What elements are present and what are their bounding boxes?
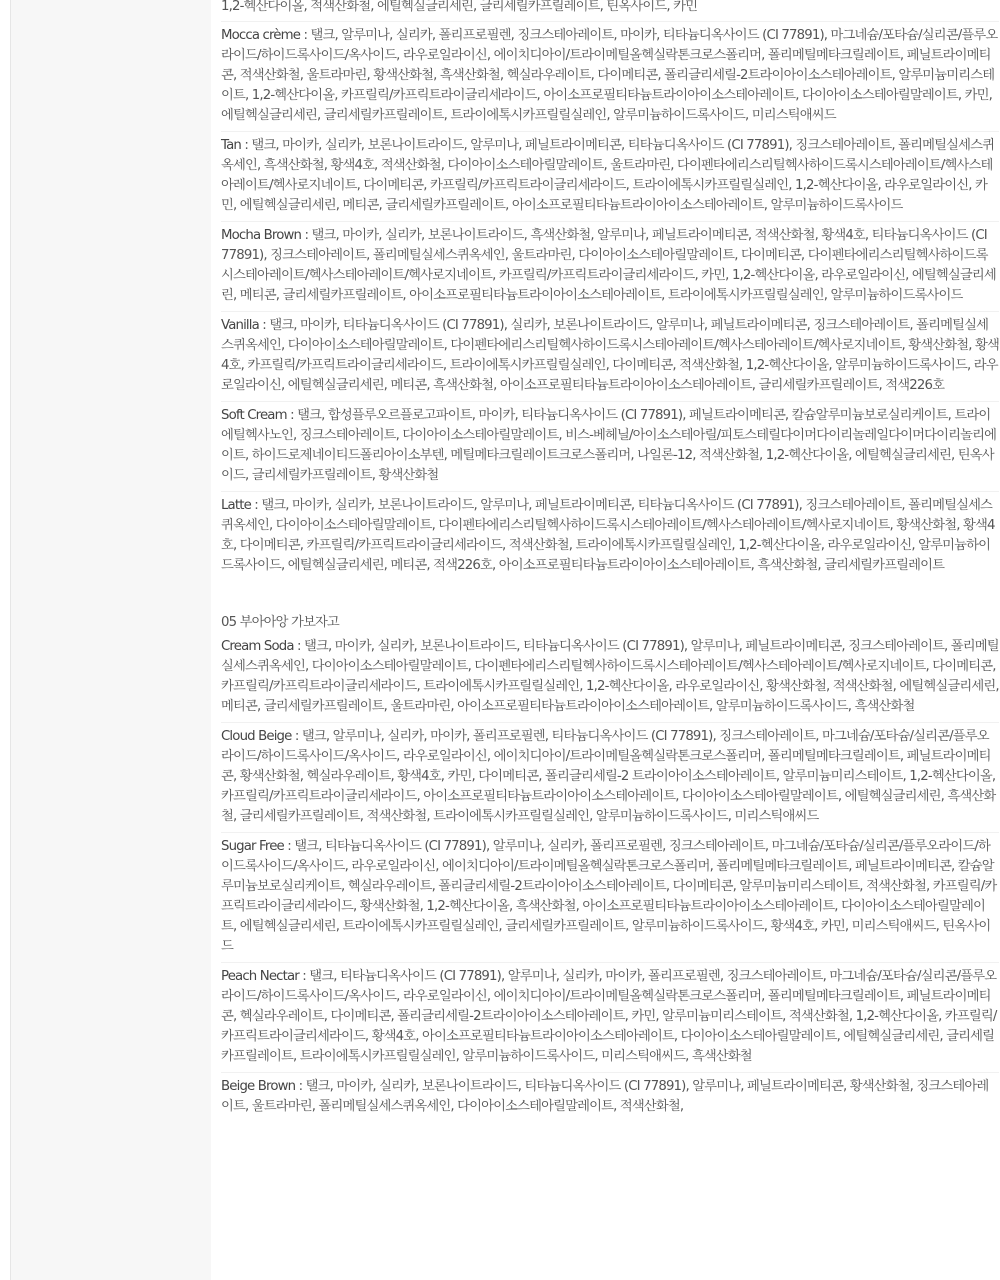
shade-item: Tan : 탤크, 마이카, 실리카, 보론나이트라이드, 알루미나, 페닐트라이메티콘, 티타늄디옥사이드 (CI 77891), 징크스테아레이트, 폴리메틸실세스퀴옥세인, 흑색산화철, 황색4호, 적색산화철, 다이아이소스테아릴말레이트, 울트라마린, 다이펜타에리스리틸헥사하이드록시스테아레이트/헥사스테아레이트/헥사로지네이트, 다이메티콘, 카프릴릭/카프릭트라이글리세라이드, 트라이에톡시카프릴릴실레인, 1,2-헥산다이올, 라우로일라이신, 카민, 에틸헥실글리세린, 메티콘, 글리세릴카프릴레이트, 아이소프로필티타늄트라이아이소스테아레이트, 알루미늄하이드록사이드 <box>221 136 999 222</box>
shade-ingredients: 탤크, 마이카, 실리카, 보론나이트라이드, 알루미나, 페닐트라이메티콘, 티타늄디옥사이드 (CI 77891), 징크스테아레이트, 폴리메틸실세스퀴옥세인, 다이아이소스테아릴말레이트, 다이펜타에리스리틸헥사하이드록시스테아레이트/헥사스테아레이트/헥사로지네이트, 황색산화철, 황색4호, 다이메티콘, 카프릴릭/카프릭트라이글리세라이드, 적색산화철, 트라이에톡시카프릴릴실레인, 1,2-헥산다이올, 라우로일라이신, 알루미늄하이드록사이드, 에틸헥실글리세린, 메티콘, 적색226호, 아이소프로필티타늄트라이아이소스테아레이트, 흑색산화철, 글리세릴카프릴레이트 <box>221 498 995 573</box>
shade-item: Vanilla : 탤크, 마이카, 티타늄디옥사이드 (CI 77891), 실리카, 보론나이트라이드, 알루미나, 페닐트라이메티콘, 징크스테아레이트, 폴리메틸실세스퀴옥세인, 다이아이소스테아릴말레이트, 다이펜타에리스리틸헥사하이드록시스테아레이트/헥사스테아레이트/헥사로지네이트, 황색산화철, 황색4호, 카프릴릭/카프릭트라이글리세라이드, 트라이에톡시카프릴릴실레인, 다이메티콘, 적색산화철, 1,2-헥산다이올, 알루미늄하이드록사이드, 라우로일라이신, 에틸헥실글리세린, 메티콘, 흑색산화철, 아이소프로필티타늄트라이아이소스테아레이트, 글리세릴카프릴레이트, 적색226호 <box>221 316 999 402</box>
shade-name: Cloud Beige <box>221 729 292 744</box>
shade-item: Sugar Free : 탤크, 티타늄디옥사이드 (CI 77891), 알루미나, 실리카, 폴리프로필렌, 징크스테아레이트, 마그네슘/포타슘/실리콘/플루오라이드/하이드록사이드/옥사이드, 라우로일라이신, 에이치디아이/트라이메틸올헥실락톤크로스폴리머, 폴리메틸메타크릴레이트, 페닐트라이메티콘, 칼슘알루미늄보로실리케이트, 헥실라우레이트, 폴리글리세릴-2트라이아이소스테아레이트, 다이메티콘, 알루미늄미리스테이트, 적색산화철, 카프릴릭/카프릭트라이글리세라이드, 황색산화철, 1,2-헥산다이올, 흑색산화철, 아이소프로필티타늄트라이아이소스테아레이트, 다이아이소스테아릴말레이트, 에틸헥실글리세린, 트라이에톡시카프릴릴실레인, 글리세릴카프릴레이트, 알루미늄하이드록사이드, 황색4호, 카민, 미리스틱애씨드, 틴옥사이드 <box>221 837 999 963</box>
page-frame <box>10 0 999 1280</box>
shade-item: Peach Nectar : 탤크, 티타늄디옥사이드 (CI 77891), 알루미나, 실리카, 마이카, 폴리프로필렌, 징크스테아레이트, 마그네슘/포타슘/실리콘/플루오라이드/하이드록사이드/옥사이드, 라우로일라이신, 에이치디아이/트라이메틸올헥실락톤크로스폴리머, 폴리메틸메타크릴레이트, 페닐트라이메티콘, 헥실라우레이트, 다이메티콘, 폴리글리세릴-2트라이아이소스테아레이트, 카민, 알루미늄미리스테이트, 적색산화철, 1,2-헥산다이올, 카프릴릭/카프릭트라이글리세라이드, 황색4호, 아이소프로필티타늄트라이아이소스테아레이트, 다이아이소스테아릴말레이트, 에틸헥실글리세린, 글리세릴카프릴레이트, 트라이에톡시카프릴릴실레인, 알루미늄하이드록사이드, 미리스틱애씨드, 흑색산화철 <box>221 967 999 1073</box>
shade-ingredients: 탤크, 알루미나, 실리카, 폴리프로필렌, 징크스테아레이트, 마이카, 티타늄디옥사이드 (CI 77891), 마그네슘/포타슘/실리콘/플루오라이드/하이드록사이드/옥사이드, 라우로일라이신, 에이치디아이/트라이메틸올헥실락톤크로스폴리머, 폴리메틸메타크릴레이트, 페닐트라이메티콘, 적색산화철, 울트라마린, 황색산화철, 흑색산화철, 헥실라우레이트, 다이메티콘, 폴리글리세릴-2트라이아이소스테아레이트, 알루미늄미리스테이트, 1,2-헥산다이올, 카프릴릭/카프릭트라이글리세라이드, 아이소프로필티타늄트라이아이소스테아레이트, 다이아이소스테아릴말레이트, 카민, 에틸헥실글리세린, 글리세릴카프릴레이트, 트라이에톡시카프릴릴실레인, 알루미늄하이드록사이드, 미리스틱애씨드 <box>221 28 998 123</box>
lead-ingredients: 1,2-헥산다이올, 적색산화철, 에틸헥실글리세린, 글리세릴카프릴레이트, 틴옥사이드, 카민 <box>221 0 999 22</box>
shade-name: Mocca crème <box>221 28 301 43</box>
shade-item: Soft Cream : 탤크, 합성플루오르플로고파이트, 마이카, 티타늄디옥사이드 (CI 77891), 페닐트라이메티콘, 칼슘알루미늄보로실리케이트, 트라이에틸헥사노인, 징크스테아레이트, 다이아이소스테아릴말레이트, 비스-베헤닐/아이소스테아릴/피토스테릴다이머다이리놀레일다이머다이리놀리에이트, 하이드로제네이티드폴리아이소부텐, 메틸메타크릴레이트크로스폴리머, 나일론-12, 적색산화철, 1,2-헥산다이올, 에틸헥실글리세린, 틴옥사이드, 글리세릴카프릴레이트, 황색산화철 <box>221 406 999 492</box>
shade-ingredients: 탤크, 합성플루오르플로고파이트, 마이카, 티타늄디옥사이드 (CI 77891), 페닐트라이메티콘, 칼슘알루미늄보로실리케이트, 트라이에틸헥사노인, 징크스테아레이트, 다이아이소스테아릴말레이트, 비스-베헤닐/아이소스테아릴/피토스테릴다이머다이리놀레일다이머다이리놀리에이트, 하이드로제네이티드폴리아이소부텐, 메틸메타크릴레이트크로스폴리머, 나일론-12, 적색산화철, 1,2-헥산다이올, 에틸헥실글리세린, 틴옥사이드, 글리세릴카프릴레이트, 황색산화철 <box>221 408 997 483</box>
shade-list <box>221 26 999 581</box>
shade-item: Cloud Beige : 탤크, 알루미나, 실리카, 마이카, 폴리프로필렌, 티타늄디옥사이드 (CI 77891), 징크스테아레이트, 마그네슘/포타슘/실리콘/플루오라이드/하이드록사이드/옥사이드, 라우로일라이신, 에이치디아이/트라이메틸올헥실락톤크로스폴리머, 폴리메틸메타크릴레이트, 페닐트라이메티콘, 황색산화철, 헥실라우레이트, 황색4호, 카민, 다이메티콘, 폴리글리세릴-2 트라이아이소스테아레이트, 알루미늄미리스테이트, 1,2-헥산다이올, 카프릴릭/카프릭트라이글리세라이드, 아이소프로필티타늄트라이아이소스테아레이트, 다이아이소스테아릴말레이트, 에틸헥실글리세린, 흑색산화철, 글리세릴카프릴레이트, 적색산화철, 트라이에톡시카프릴릴실레인, 알루미늄하이드록사이드, 미리스틱애씨드 <box>221 727 999 833</box>
shade-name: Beige Brown <box>221 1079 296 1094</box>
ingredient-content <box>211 0 1000 1280</box>
shade-name: Vanilla <box>221 318 259 333</box>
shade-ingredients: 탤크, 마이카, 실리카, 보론나이트라이드, 흑색산화철, 알루미나, 페닐트라이메티콘, 적색산화철, 황색4호, 티타늄디옥사이드 (CI 77891), 징크스테아레이트, 폴리메틸실세스퀴옥세인, 울트라마린, 다이아이소스테아릴말레이트, 다이메티콘, 다이펜타에리스리틸헥사하이드록시스테아레이트/헥사스테아레이트/헥사로지네이트, 카프릴릭/카프릭트라이글리세라이드, 카민, 1,2-헥산다이올, 라우로일라이신, 에틸헥실글리세린, 메티콘, 글리세릴카프릴레이트, 아이소프로필티타늄트라이아이소스테아레이트, 트라이에톡시카프릴릴실레인, 알루미늄하이드록사이드 <box>221 228 996 303</box>
shade-name: Sugar Free <box>221 839 284 854</box>
shade-ingredients: 탤크, 티타늄디옥사이드 (CI 77891), 알루미나, 실리카, 마이카, 폴리프로필렌, 징크스테아레이트, 마그네슘/포타슘/실리콘/플루오라이드/하이드록사이드/옥사이드, 라우로일라이신, 에이치디아이/트라이메틸올헥실락톤크로스폴리머, 폴리메틸메타크릴레이트, 페닐트라이메티콘, 헥실라우레이트, 다이메티콘, 폴리글리세릴-2트라이아이소스테아레이트, 카민, 알루미늄미리스테이트, 적색산화철, 1,2-헥산다이올, 카프릴릭/카프릭트라이글리세라이드, 황색4호, 아이소프로필티타늄트라이아이소스테아레이트, 다이아이소스테아릴말레이트, 에틸헥실글리세린, 글리세릴카프릴레이트, 트라이에톡시카프릴릴실레인, 알루미늄하이드록사이드, 미리스틱애씨드, 흑색산화철 <box>221 969 997 1064</box>
shade-ingredients: 탤크, 마이카, 실리카, 보론나이트라이드, 티타늄디옥사이드 (CI 77891), 알루미나, 페닐트라이메티콘, 징크스테아레이트, 폴리메틸실세스퀴옥세인, 다이아이소스테아릴말레이트, 다이펜타에리스리틸헥사하이드록시스테아레이트/헥사스테아레이트/헥사로지네이트, 다이메티콘, 카프릴릭/카프릭트라이글리세라이드, 트라이에톡시카프릴릴실레인, 1,2-헥산다이올, 라우로일라이신, 황색산화철, 적색산화철, 에틸헥실글리세린, 메티콘, 글리세릴카프릴레이트, 울트라마린, 아이소프로필티타늄트라이아이소스테아레이트, 알루미늄하이드록사이드, 흑색산화철 <box>221 639 999 714</box>
shade-name: Soft Cream <box>221 408 287 423</box>
shade-list <box>221 637 999 1122</box>
shade-name: Peach Nectar <box>221 969 299 984</box>
shade-ingredients: 탤크, 알루미나, 실리카, 마이카, 폴리프로필렌, 티타늄디옥사이드 (CI 77891), 징크스테아레이트, 마그네슘/포타슘/실리콘/플루오라이드/하이드록사이드/옥사이드, 라우로일라이신, 에이치디아이/트라이메틸올헥실락톤크로스폴리머, 폴리메틸메타크릴레이트, 페닐트라이메티콘, 황색산화철, 헥실라우레이트, 황색4호, 카민, 다이메티콘, 폴리글리세릴-2 트라이아이소스테아레이트, 알루미늄미리스테이트, 1,2-헥산다이올, 카프릴릭/카프릭트라이글리세라이드, 아이소프로필티타늄트라이아이소스테아레이트, 다이아이소스테아릴말레이트, 에틸헥실글리세린, 흑색산화철, 글리세릴카프릴레이트, 적색산화철, 트라이에톡시카프릴릴실레인, 알루미늄하이드록사이드, 미리스틱애씨드 <box>221 729 996 824</box>
shade-item: Beige Brown : 탤크, 마이카, 실리카, 보론나이트라이드, 티타늄디옥사이드 (CI 77891), 알루미나, 페닐트라이메티콘, 황색산화철, 징크스테아레이트, 울트라마린, 폴리메틸실세스퀴옥세인, 다이아이소스테아릴말레이트, 적색산화철, <box>221 1079 989 1114</box>
ingredient-text <box>221 0 999 1126</box>
shade-name: Mocha Brown <box>221 228 302 243</box>
section-heading: 05 부아아앙 가보자고 <box>221 615 339 630</box>
shade-ingredients: 탤크, 티타늄디옥사이드 (CI 77891), 알루미나, 실리카, 폴리프로필렌, 징크스테아레이트, 마그네슘/포타슘/실리콘/플루오라이드/하이드록사이드/옥사이드, 라우로일라이신, 에이치디아이/트라이메틸올헥실락톤크로스폴리머, 폴리메틸메타크릴레이트, 페닐트라이메티콘, 칼슘알루미늄보로실리케이트, 헥실라우레이트, 폴리글리세릴-2트라이아이소스테아레이트, 다이메티콘, 알루미늄미리스테이트, 적색산화철, 카프릴릭/카프릭트라이글리세라이드, 황색산화철, 1,2-헥산다이올, 흑색산화철, 아이소프로필티타늄트라이아이소스테아레이트, 다이아이소스테아릴말레이트, 에틸헥실글리세린, 트라이에톡시카프릴릴실레인, 글리세릴카프릴레이트, 알루미늄하이드록사이드, 황색4호, 카민, 미리스틱애씨드, 틴옥사이드 <box>221 839 997 954</box>
shade-item: Latte : 탤크, 마이카, 실리카, 보론나이트라이드, 알루미나, 페닐트라이메티콘, 티타늄디옥사이드 (CI 77891), 징크스테아레이트, 폴리메틸실세스퀴옥세인, 다이아이소스테아릴말레이트, 다이펜타에리스리틸헥사하이드록시스테아레이트/헥사스테아레이트/헥사로지네이트, 황색산화철, 황색4호, 다이메티콘, 카프릴릭/카프릭트라이글리세라이드, 적색산화철, 트라이에톡시카프릴릴실레인, 1,2-헥산다이올, 라우로일라이신, 알루미늄하이드록사이드, 에틸헥실글리세린, 메티콘, 적색226호, 아이소프로필티타늄트라이아이소스테아레이트, 흑색산화철, 글리세릴카프릴레이트 <box>221 498 995 573</box>
shade-name: Latte <box>221 498 251 513</box>
shade-item: Mocha Brown : 탤크, 마이카, 실리카, 보론나이트라이드, 흑색산화철, 알루미나, 페닐트라이메티콘, 적색산화철, 황색4호, 티타늄디옥사이드 (CI 77891), 징크스테아레이트, 폴리메틸실세스퀴옥세인, 울트라마린, 다이아이소스테아릴말레이트, 다이메티콘, 다이펜타에리스리틸헥사하이드록시스테아레이트/헥사스테아레이트/헥사로지네이트, 카프릴릭/카프릭트라이글리세라이드, 카민, 1,2-헥산다이올, 라우로일라이신, 에틸헥실글리세린, 메티콘, 글리세릴카프릴레이트, 아이소프로필티타늄트라이아이소스테아레이트, 트라이에톡시카프릴릴실레인, 알루미늄하이드록사이드 <box>221 226 999 312</box>
shade-name: Tan <box>221 138 241 153</box>
shade-ingredients: 탤크, 마이카, 실리카, 보론나이트라이드, 알루미나, 페닐트라이메티콘, 티타늄디옥사이드 (CI 77891), 징크스테아레이트, 폴리메틸실세스퀴옥세인, 흑색산화철, 황색4호, 적색산화철, 다이아이소스테아릴말레이트, 울트라마린, 다이펜타에리스리틸헥사하이드록시스테아레이트/헥사스테아레이트/헥사로지네이트, 다이메티콘, 카프릴릭/카프릭트라이글리세라이드, 트라이에톡시카프릴릴실레인, 1,2-헥산다이올, 라우로일라이신, 카민, 에틸헥실글리세린, 메티콘, 글리세릴카프릴레이트, 아이소프로필티타늄트라이아이소스테아레이트, 알루미늄하이드록사이드 <box>221 138 995 213</box>
shade-name: Cream Soda <box>221 639 294 654</box>
shade-item: Mocca crème : 탤크, 알루미나, 실리카, 폴리프로필렌, 징크스테아레이트, 마이카, 티타늄디옥사이드 (CI 77891), 마그네슘/포타슘/실리콘/플루오라이드/하이드록사이드/옥사이드, 라우로일라이신, 에이치디아이/트라이메틸올헥실락톤크로스폴리머, 폴리메틸메타크릴레이트, 페닐트라이메티콘, 적색산화철, 울트라마린, 황색산화철, 흑색산화철, 헥실라우레이트, 다이메티콘, 폴리글리세릴-2트라이아이소스테아레이트, 알루미늄미리스테이트, 1,2-헥산다이올, 카프릴릭/카프릭트라이글리세라이드, 아이소프로필티타늄트라이아이소스테아레이트, 다이아이소스테아릴말레이트, 카민, 에틸헥실글리세린, 글리세릴카프릴레이트, 트라이에톡시카프릴릴실레인, 알루미늄하이드록사이드, 미리스틱애씨드 <box>221 26 999 132</box>
shade-ingredients: 탤크, 마이카, 티타늄디옥사이드 (CI 77891), 실리카, 보론나이트라이드, 알루미나, 페닐트라이메티콘, 징크스테아레이트, 폴리메틸실세스퀴옥세인, 다이아이소스테아릴말레이트, 다이펜타에리스리틸헥사하이드록시스테아레이트/헥사스테아레이트/헥사로지네이트, 황색산화철, 황색4호, 카프릴릭/카프릭트라이글리세라이드, 트라이에톡시카프릴릴실레인, 다이메티콘, 적색산화철, 1,2-헥산다이올, 알루미늄하이드록사이드, 라우로일라이신, 에틸헥실글리세린, 메티콘, 흑색산화철, 아이소프로필티타늄트라이아이소스테아레이트, 글리세릴카프릴레이트, 적색226호 <box>221 318 999 393</box>
shade-ingredients: 탤크, 마이카, 실리카, 보론나이트라이드, 티타늄디옥사이드 (CI 77891), 알루미나, 페닐트라이메티콘, 황색산화철, 징크스테아레이트, 울트라마린, 폴리메틸실세스퀴옥세인, 다이아이소스테아릴말레이트, 적색산화철, <box>221 1079 989 1114</box>
shade-item: Cream Soda : 탤크, 마이카, 실리카, 보론나이트라이드, 티타늄디옥사이드 (CI 77891), 알루미나, 페닐트라이메티콘, 징크스테아레이트, 폴리메틸실세스퀴옥세인, 다이아이소스테아릴말레이트, 다이펜타에리스리틸헥사하이드록시스테아레이트/헥사스테아레이트/헥사로지네이트, 다이메티콘, 카프릴릭/카프릭트라이글리세라이드, 트라이에톡시카프릴릴실레인, 1,2-헥산다이올, 라우로일라이신, 황색산화철, 적색산화철, 에틸헥실글리세린, 메티콘, 글리세릴카프릴레이트, 울트라마린, 아이소프로필티타늄트라이아이소스테아레이트, 알루미늄하이드록사이드, 흑색산화철 <box>221 637 999 723</box>
